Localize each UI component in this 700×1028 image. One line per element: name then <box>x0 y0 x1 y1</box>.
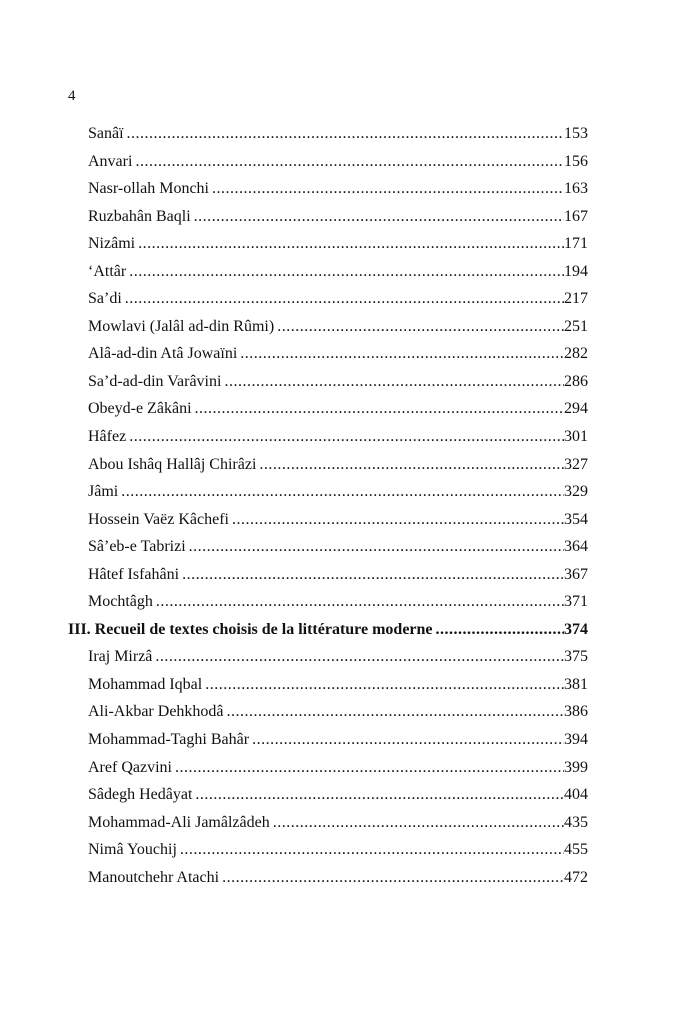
toc-entry-page: 375 <box>564 648 588 666</box>
toc-dot-leader <box>175 758 564 778</box>
toc-entry-page: 171 <box>564 235 588 253</box>
toc-entry <box>68 702 588 730</box>
toc-dot-leader <box>182 565 564 585</box>
toc-dot-leader <box>252 730 564 750</box>
toc-entry-page: 286 <box>564 372 588 390</box>
toc-entry <box>68 262 588 290</box>
toc-entry-title: Iraj Mirzâ <box>88 648 153 666</box>
toc-entry-page: 367 <box>564 565 588 583</box>
toc-entry-title: Anvari <box>88 152 133 170</box>
toc-entry-title: Mowlavi (Jalâl ad-din Rûmi) <box>88 317 275 335</box>
toc-dot-leader <box>129 262 564 282</box>
toc-entry <box>68 427 588 455</box>
toc-entry-title: Aref Qazvini <box>88 758 172 776</box>
toc-entry-title: Ali-Akbar Dehkhodâ <box>88 703 224 721</box>
toc-dot-leader <box>189 537 564 557</box>
toc-entry-title: Mohammad Iqbal <box>88 675 203 693</box>
toc-entry-page: 381 <box>564 675 588 693</box>
toc-entry-title: Manoutchehr Atachi <box>88 868 220 886</box>
toc-entry-title: Mochtâgh <box>88 593 153 611</box>
toc-entry <box>68 344 588 372</box>
toc-dot-leader <box>277 317 564 337</box>
toc-dot-leader <box>205 675 564 695</box>
toc-entry-title: Nizâmi <box>88 235 136 253</box>
toc-entry <box>68 399 588 427</box>
toc-entry <box>68 868 588 896</box>
toc-entry <box>68 289 588 317</box>
toc-entry <box>68 152 588 180</box>
toc-entry-title: Sanâï <box>88 125 124 142</box>
toc-entry-page: 435 <box>564 813 588 831</box>
toc-entry-title: Hâtef Isfahâni <box>88 565 180 583</box>
toc-dot-leader <box>135 152 564 172</box>
toc-entry <box>68 647 588 675</box>
toc-entry-title: Sa’d-ad-din Varâvini <box>88 372 222 390</box>
toc-entry-title: Obeyd-e Zâkâni <box>88 400 192 418</box>
toc-entry-page: 294 <box>564 400 588 418</box>
toc-entry <box>68 758 588 786</box>
toc-dot-leader <box>156 592 564 612</box>
toc-dot-leader <box>155 647 564 667</box>
toc-dot-leader <box>224 372 564 392</box>
toc-entry-page: 374 <box>564 620 588 638</box>
toc-dot-leader <box>195 785 564 805</box>
toc-entry-page: 364 <box>564 538 588 556</box>
toc-entry-page: 301 <box>564 428 588 446</box>
toc-dot-leader <box>194 207 564 227</box>
toc-entry <box>68 675 588 703</box>
toc-entry-title: Abou Ishâq Hallâj Chirâzi <box>88 455 257 473</box>
toc-entry-title: Alâ-ad-din Atâ Jowaïni <box>88 345 238 363</box>
toc-entry-page: 156 <box>564 152 588 170</box>
toc-entry-page: 399 <box>564 758 588 776</box>
toc-entry-title: Hossein Vaëz Kâchefi <box>88 510 229 528</box>
toc-entry-title: Hâfez <box>88 428 127 446</box>
toc-entry-page: 194 <box>564 262 588 280</box>
toc-entry-title: Nasr-ollah Monchi <box>88 180 209 198</box>
toc-entry-title: Sâdegh Hedâyat <box>88 786 193 804</box>
toc-entry <box>68 537 588 565</box>
toc-entry-page: 404 <box>564 786 588 804</box>
toc-dot-leader <box>232 510 564 530</box>
toc-entry-page: 163 <box>564 180 588 198</box>
table-of-contents <box>68 124 588 895</box>
toc-entry-page: 282 <box>564 345 588 363</box>
toc-entry-title: Mohammad-Taghi Bahâr <box>88 731 250 749</box>
toc-entry <box>68 840 588 868</box>
toc-entry-page: 455 <box>564 841 588 859</box>
toc-entry-title: ‘Attâr <box>88 262 127 280</box>
toc-dot-leader <box>125 289 564 309</box>
toc-dot-leader <box>195 399 564 419</box>
toc-dot-leader <box>240 344 564 364</box>
toc-entry-page: 354 <box>564 510 588 528</box>
toc-entry-title: Sâ’eb-e Tabrizi <box>88 538 186 556</box>
toc-entry-page: 327 <box>564 455 588 473</box>
toc-entry <box>68 124 588 152</box>
toc-dot-leader <box>273 813 564 833</box>
toc-dot-leader <box>212 179 564 199</box>
toc-entry <box>68 813 588 841</box>
toc-entry <box>68 455 588 483</box>
toc-entry-page: 386 <box>564 703 588 721</box>
toc-dot-leader <box>436 620 564 640</box>
toc-entry-page: 251 <box>564 317 588 335</box>
toc-dot-leader <box>227 702 564 722</box>
toc-entry-page: 217 <box>564 290 588 308</box>
toc-entry-title: III. Recueil de textes choisis de la littérature moderne <box>68 620 433 638</box>
toc-dot-leader <box>129 427 564 447</box>
toc-entry-page: 472 <box>564 868 588 886</box>
toc-dot-leader <box>138 234 564 254</box>
toc-entry <box>68 372 588 400</box>
toc-dot-leader <box>259 455 564 475</box>
toc-entry <box>68 592 588 620</box>
toc-entry-title: Jâmi <box>88 483 119 501</box>
toc-entry-page: 329 <box>564 483 588 501</box>
toc-entry <box>68 565 588 593</box>
toc-entry <box>68 234 588 262</box>
toc-section-heading <box>68 620 588 648</box>
toc-entry <box>68 207 588 235</box>
toc-entry <box>68 179 588 207</box>
toc-entry-title: Sa’di <box>88 290 122 308</box>
toc-dot-leader <box>127 124 564 144</box>
page-number: 4 <box>68 88 76 104</box>
toc-dot-leader <box>180 840 564 860</box>
toc-entry <box>68 510 588 538</box>
toc-entry <box>68 317 588 345</box>
toc-entry-page: 394 <box>564 731 588 749</box>
toc-entry <box>68 785 588 813</box>
toc-entry-page: 371 <box>564 593 588 611</box>
toc-entry-title: Mohammad-Ali Jamâlzâdeh <box>88 813 270 831</box>
toc-entry-title: Ruzbahân Baqli <box>88 207 191 225</box>
toc-dot-leader <box>222 868 564 888</box>
toc-entry <box>68 730 588 758</box>
toc-dot-leader <box>121 482 564 502</box>
toc-entry <box>68 482 588 510</box>
toc-entry-title: Nimâ Youchij <box>88 841 177 859</box>
toc-entry-page: 167 <box>564 207 588 225</box>
toc-entry-page: 153 <box>564 125 588 142</box>
